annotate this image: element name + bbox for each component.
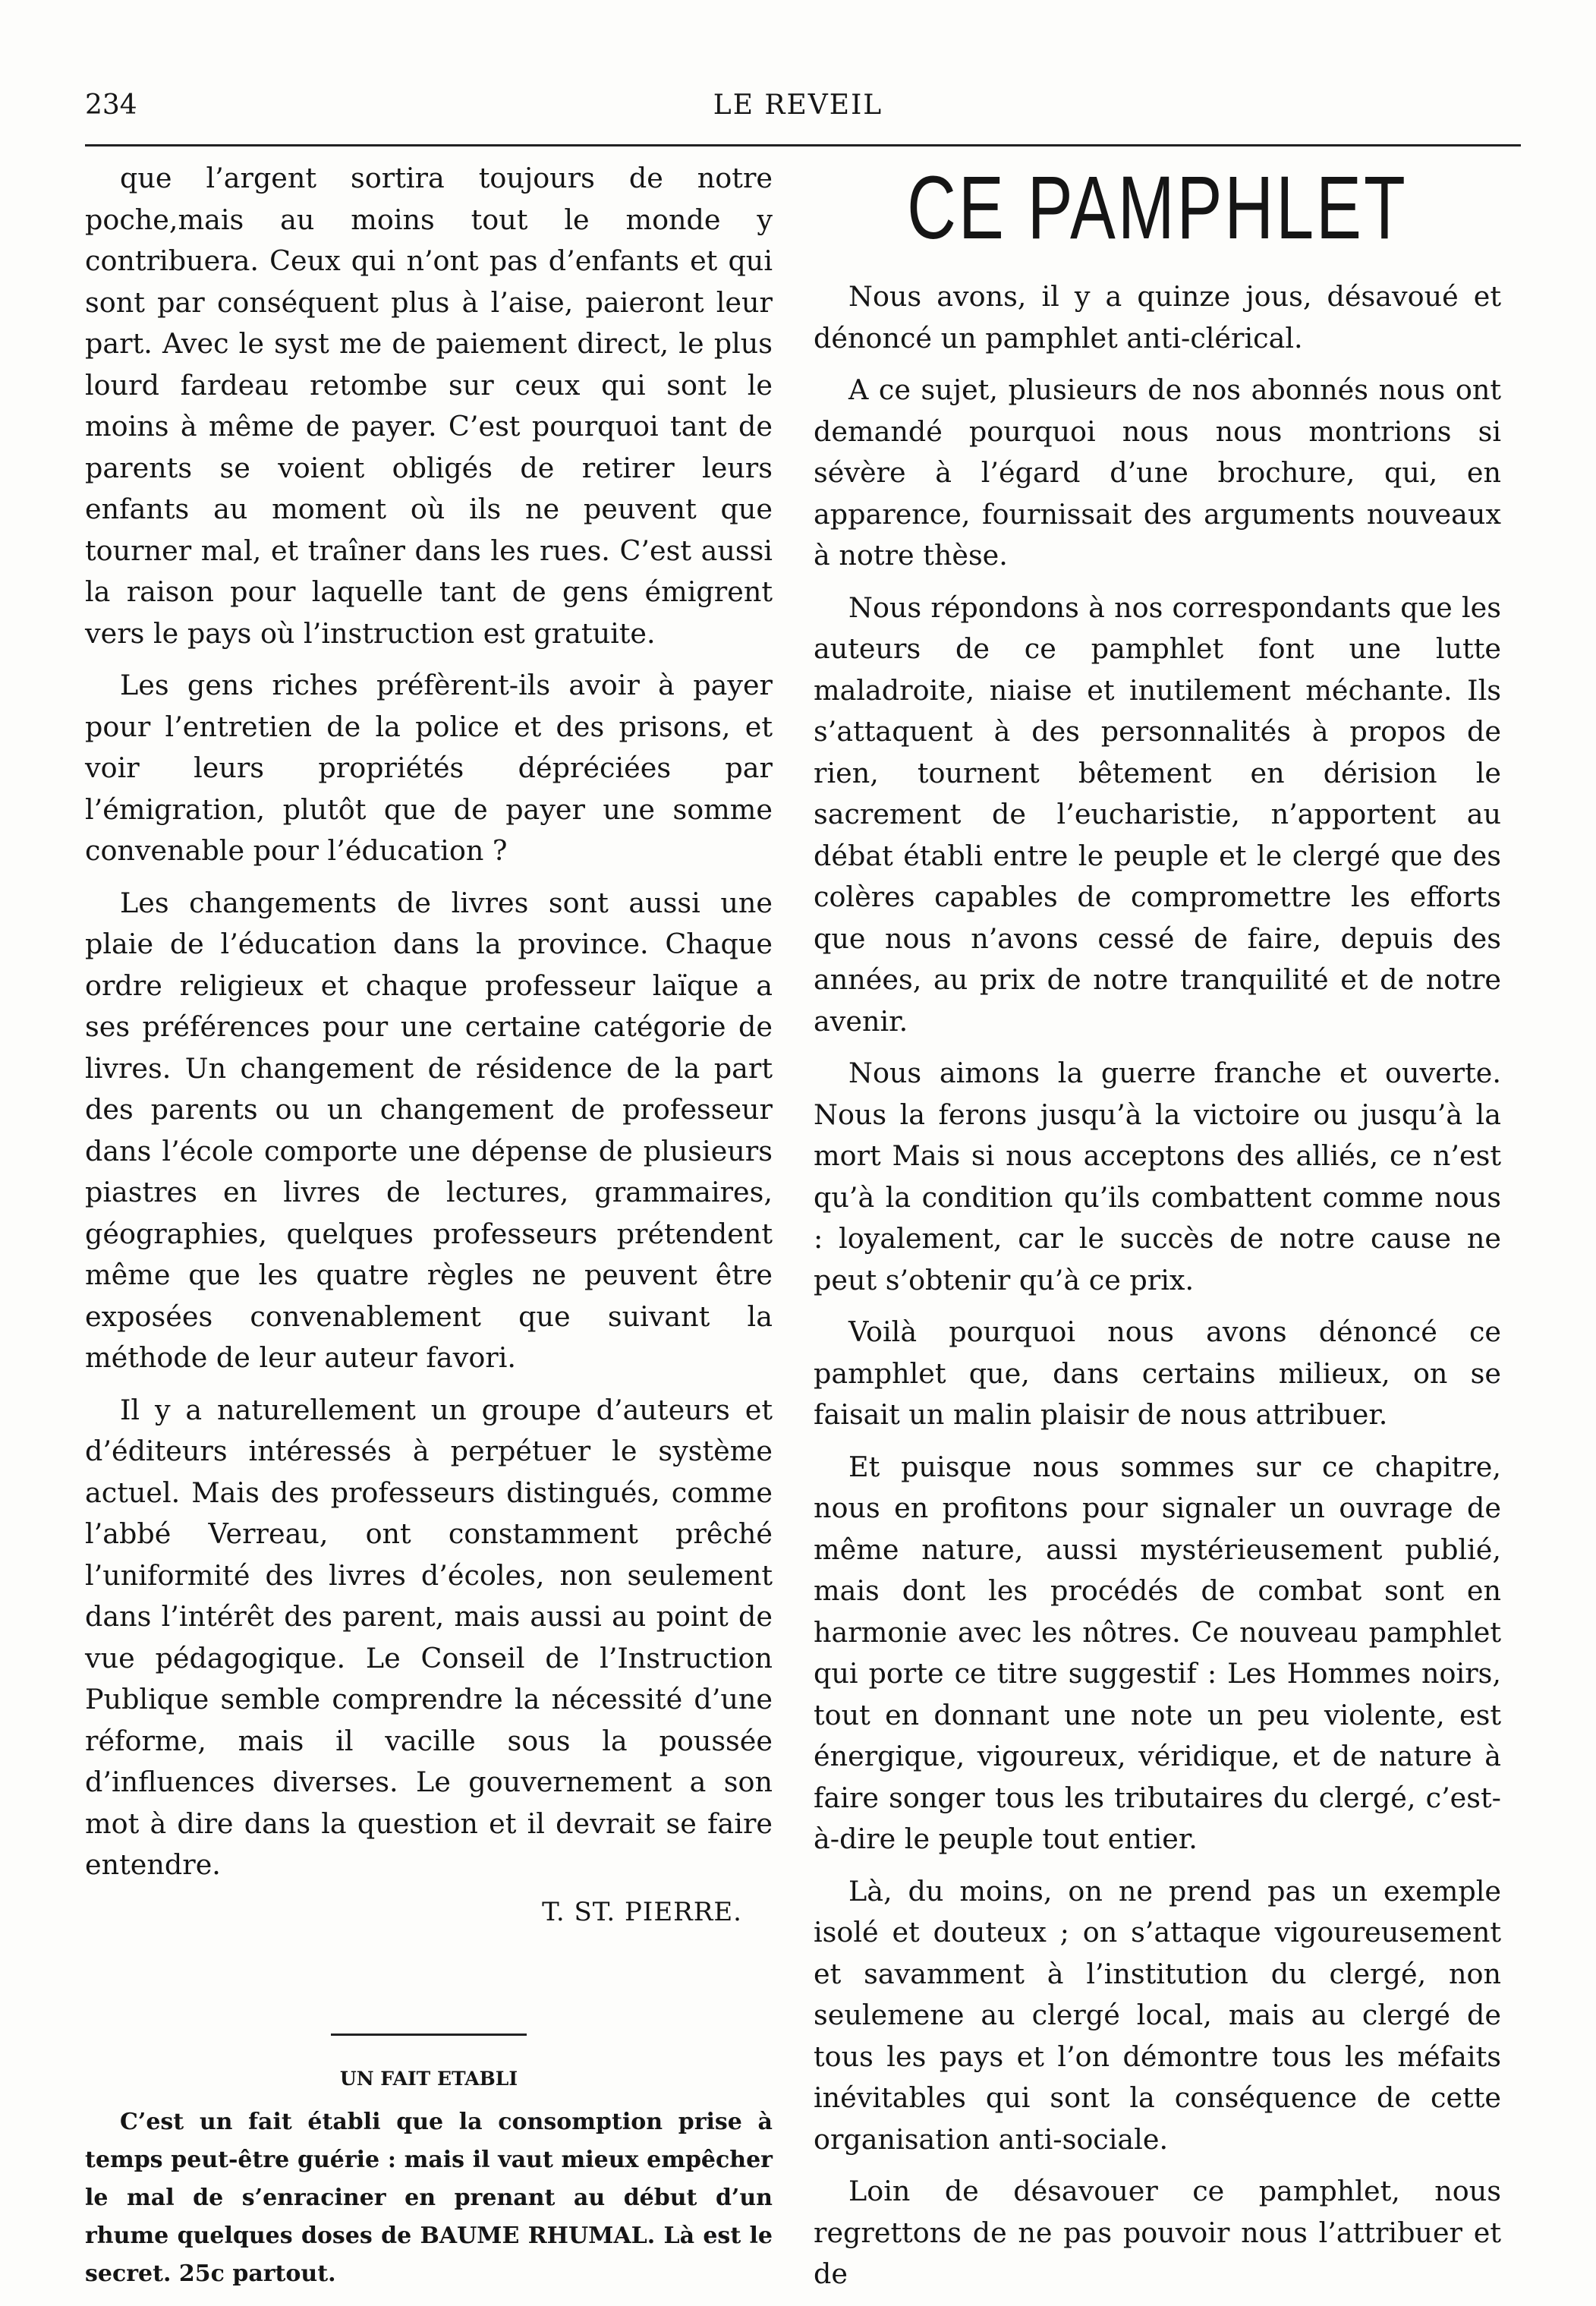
author-signature: T. ST. PIERRE. <box>542 1896 742 1927</box>
article-headline: CE PAMPHLET <box>907 158 1408 258</box>
article-paragraph: Nous répondons à nos correspondants que les auteurs de ce pamphlet font une lutte maladroite, niaise et inutilement méchante. Ils s’attaquent à des personnalités à propos de rien, tournent bêtement en dérision le sacrement de l’eucharistie, n’apportent au débat établi entre le peuple et le clergé que des colères capables de compromettre les efforts que nous n’avons cessé de faire, depuis des années, au prix de notre tranquilité et de notre avenir. <box>814 591 1501 1038</box>
advertisement-title: UN FAIT ETABLI <box>339 2067 518 2090</box>
article-paragraph: Et puisque nous sommes sur ce chapitre, nous en profitons pour signaler un ouvrage de même nature, aussi mystérieusement publié, mais dont les procédés de combat sont en harmonie avec les nôtres. Ce nouveau pamphlet qui porte ce titre suggestif : Les Hommes noirs, tout en donnant une note un peu violente, est énergique, vigoureux, véridique, et de nature à faire songer tous les tributaires du clergé, c’est-à-dire le peuple tout entier. <box>814 1450 1501 1855</box>
article-paragraph: Là, du moins, on ne prend pas un exemple isolé et douteux ; on s’attaque vigoureusement et savamment à l’institution du clergé, non seulemene au clergé local, mais au clergé de tous les pays et l’on démontre tous les méfaits inévitables qui sont la conséquence de cette organisation anti-sociale. <box>814 1874 1501 2156</box>
header-rule <box>85 144 1521 146</box>
article-paragraph: Nous avons, il y a quinze jous, désavoué et dénoncé un pamphlet anti-clérical. <box>814 280 1501 354</box>
running-title: LE REVEIL <box>713 90 883 121</box>
article-paragraph: Voilà pourquoi nous avons dénoncé ce pamphlet que, dans certains milieux, on se faisait un malin plaisir de nous attribuer. <box>814 1315 1501 1431</box>
article-paragraph: Les changements de livres sont aussi une plaie de l’éducation dans la province. Chaque ordre religieux et chaque professeur laïque a ses préférences pour une certaine catégorie de livres. Un changement de résidence de la part des parents ou un changement de professeur dans l’école comporte une dépense de plusieurs piastres en livres de lectures, grammaires, géographies, quelques professeurs prétendent même que les quatre règles ne peuvent être exposées convenablement que suivant la méthode de leur auteur favori. <box>85 886 773 1374</box>
left-column <box>85 158 773 2293</box>
article-paragraph: que l’argent sortira toujours de notre poche,mais au moins tout le monde y contribuera. Ceux qui n’ont pas d’enfants et qui sont par conséquent plus à l’aise, paieront leur part. Avec le syst me de paiement direct, le plus lourd fardeau retombe sur ceux qui sont le moins à même de payer. C’est pourquoi tant de parents se voient obligés de retirer leurs enfants au moment où ils ne peuvent que tourner mal, et traîner dans les rues. C’est aussi la raison pour laquelle tant de gens émigrent vers le pays où l’instruction est gratuite. <box>85 162 773 650</box>
article-paragraph: Nous aimons la guerre franche et ouverte. Nous la ferons jusqu’à la victoire ou jusqu’à la mort Mais si nous acceptons des alliés, ce n’est qu’à la condition qu’ils combattent comme nous : loyalement, car le succès de notre cause ne peut s’obtenir qu’à ce prix. <box>814 1057 1501 1296</box>
article-paragraph: Loin de désavouer ce pamphlet, nous regrettons de ne pas pouvoir nous l’attribuer et de <box>814 2175 1501 2290</box>
advertisement-body: C’est un fait établi que la consomption prise à temps peut-être guérie : mais il vaut mieux empêcher le mal de s’enraciner en prenant au début d’un rhume quelques doses de BAUME RHUMAL. Là est le secret. 25c partout. <box>85 2108 773 2287</box>
page-number: 234 <box>85 90 137 121</box>
section-divider <box>331 2034 527 2036</box>
article-paragraph: Il y a naturellement un groupe d’auteurs et d’éditeurs intéressés à perpétuer le système actuel. Mais des professeurs distingués, comme l’abbé Verreau, ont constamment prêché l’uniformité des livres d’écoles, non seulement dans l’intérêt des parent, mais aussi au point de vue pédagogique. Le Conseil de l’Instruction Publique semble comprendre la nécessité d’une réforme, mais il vacille sous la poussée d’influences diverses. Le gouvernement a son mot à dire dans la question et il devrait se faire entendre. <box>85 1393 773 1881</box>
right-column <box>814 158 1501 2306</box>
article-paragraph: A ce sujet, plusieurs de nos abonnés nous ont demandé pourquoi nous nous montrions si sévère à l’égard d’une brochure, qui, en apparence, fournissait des arguments nouveaux à notre thèse. <box>814 373 1501 572</box>
article-paragraph: Les gens riches préfèrent-ils avoir à payer pour l’entretien de la police et des prisons, et voir leurs propriétés dépréciées par l’émigration, plutôt que de payer une somme convenable pour l’éducation ? <box>85 669 773 867</box>
